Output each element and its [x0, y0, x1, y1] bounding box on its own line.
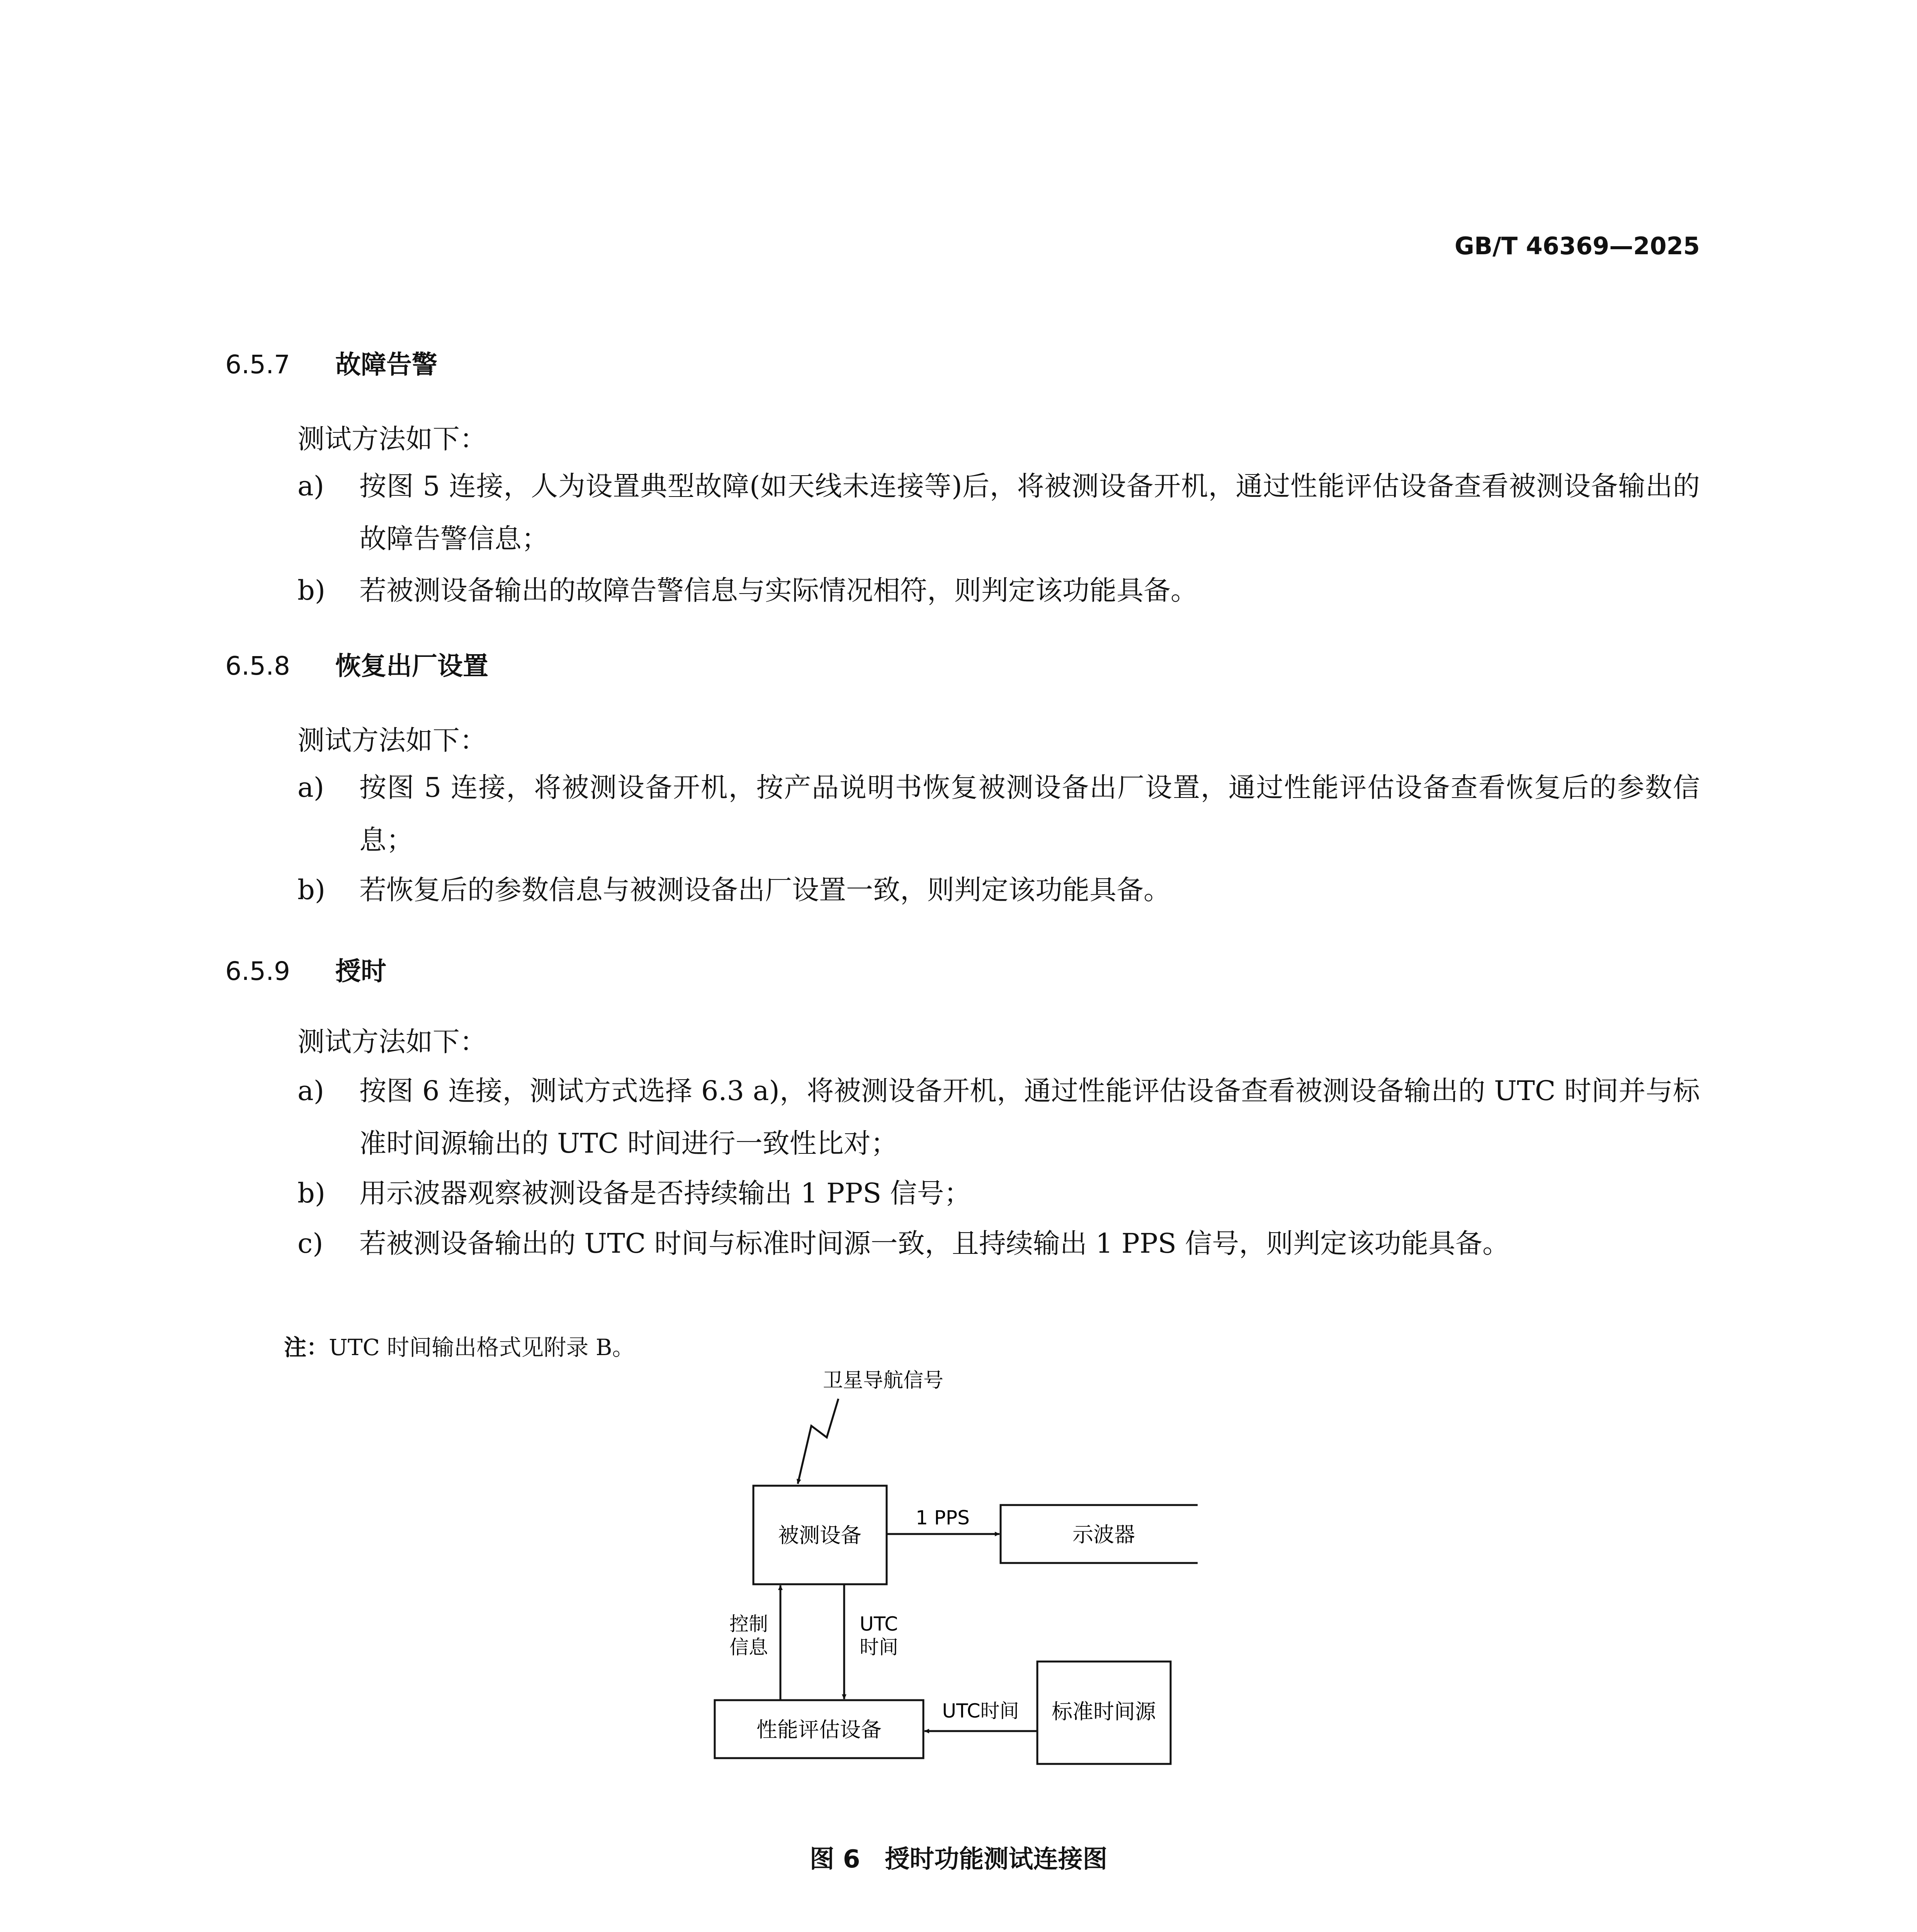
item-text: 按图 5 连接，人为设置典型故障(如天线未连接等)后，将被测设备开机，通过性能评估设备查看被测设备输出的故障告警信息；	[359, 470, 1700, 554]
pps-label: 1 PPS	[916, 1507, 970, 1529]
utc-link-label: UTC时间	[942, 1700, 1019, 1722]
section-number: 6.5.7	[225, 350, 290, 379]
section-intro: 测试方法如下：	[297, 724, 487, 756]
item-text: 按图 6 连接，测试方式选择 6.3 a)，将被测设备开机，通过性能评估设备查看被测设备输出的 UTC 时间并与标准时间源输出的 UTC 时间进行一致性比对；	[359, 1075, 1700, 1159]
item-text: 若被测设备输出的 UTC 时间与标准时间源一致，且持续输出 1 PPS 信号，则判定该功能具备。	[359, 1228, 1510, 1259]
std-time-source-label: 标准时间源	[1052, 1699, 1156, 1724]
section-title: 授时	[335, 956, 386, 986]
timing-test-diagram	[695, 1368, 1198, 1793]
section-heading-6-5-9	[225, 951, 386, 987]
list-item	[297, 1065, 1700, 1170]
control-info-label: 控制	[729, 1613, 768, 1635]
utc-time-label: 时间	[860, 1636, 898, 1658]
section-number: 6.5.9	[225, 956, 290, 986]
list-item	[297, 864, 1700, 916]
note	[284, 1329, 634, 1362]
list-item	[297, 761, 1700, 866]
evaluator-label: 性能评估设备	[756, 1718, 882, 1742]
item-text: 若被测设备输出的故障告警信息与实际情况相符，则判定该功能具备。	[359, 575, 1198, 606]
note-text: UTC 时间输出格式见附录 B。	[329, 1334, 635, 1361]
list-item	[297, 1217, 1700, 1270]
control-info-label: 信息	[729, 1636, 768, 1658]
note-label: 注：	[284, 1334, 329, 1361]
section-heading-6-5-8	[225, 645, 488, 682]
section-heading-6-5-7	[225, 344, 437, 381]
utc-time-label: UTC	[860, 1613, 898, 1635]
item-label: c)	[297, 1228, 323, 1259]
section-title: 故障告警	[335, 350, 437, 379]
list-item	[297, 564, 1700, 617]
standard-number: GB/T 46369—2025	[1455, 232, 1700, 260]
dut-label: 被测设备	[778, 1523, 862, 1548]
section-intro: 测试方法如下：	[297, 1026, 487, 1058]
item-text: 按图 5 连接，将被测设备开机，按产品说明书恢复被测设备出厂设置，通过性能评估设备查看恢复后的参数信息；	[359, 772, 1700, 856]
item-label: a)	[297, 772, 325, 803]
signal-zigzag-icon	[798, 1399, 838, 1484]
satellite-signal-label: 卫星导航信号	[823, 1369, 944, 1392]
item-label: b)	[297, 1177, 326, 1209]
item-label: b)	[297, 575, 326, 606]
figure-caption: 图 6 授时功能测试连接图	[809, 1845, 1108, 1874]
section-intro: 测试方法如下：	[297, 423, 487, 455]
list-item	[297, 1167, 1700, 1219]
section-title: 恢复出厂设置	[335, 651, 488, 681]
list-item	[297, 460, 1700, 565]
item-label: b)	[297, 874, 326, 906]
item-label: a)	[297, 470, 325, 502]
section-number: 6.5.8	[225, 651, 290, 681]
item-text: 若恢复后的参数信息与被测设备出厂设置一致，则判定该功能具备。	[359, 874, 1171, 906]
oscilloscope-label: 示波器	[1072, 1522, 1135, 1547]
item-label: a)	[297, 1075, 325, 1107]
item-text: 用示波器观察被测设备是否持续输出 1 PPS 信号；	[359, 1177, 971, 1209]
